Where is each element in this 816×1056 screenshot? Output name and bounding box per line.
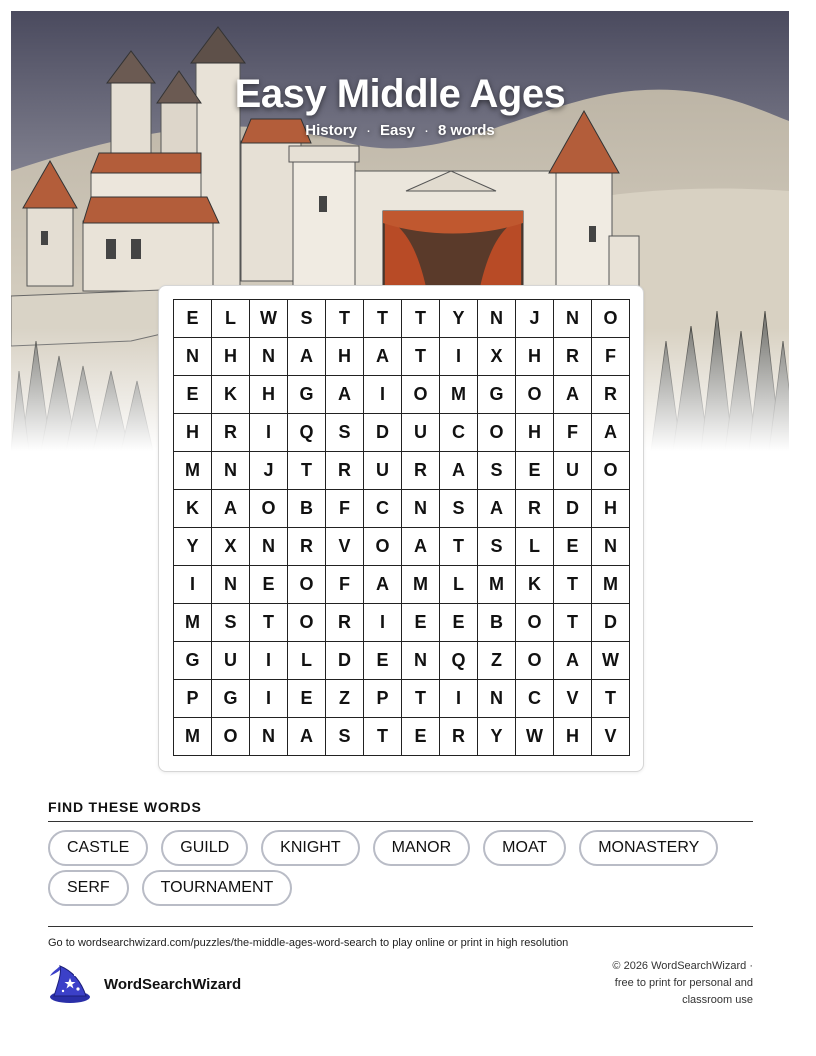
grid-cell[interactable]: C <box>364 490 402 528</box>
grid-cell[interactable]: G <box>174 642 212 680</box>
grid-cell[interactable]: N <box>478 300 516 338</box>
grid-cell[interactable]: T <box>402 338 440 376</box>
grid-cell[interactable]: F <box>592 338 630 376</box>
copyright-line: free to print for personal and <box>614 977 753 989</box>
grid-cell[interactable]: N <box>554 300 592 338</box>
grid-cell[interactable]: H <box>326 338 364 376</box>
word-pill: SERF <box>48 870 129 906</box>
grid-cell[interactable]: R <box>440 718 478 756</box>
grid-cell[interactable]: U <box>364 452 402 490</box>
grid-cell[interactable]: D <box>364 414 402 452</box>
grid-cell[interactable]: N <box>250 718 288 756</box>
wizard-hat-icon <box>48 964 92 1004</box>
grid-cell[interactable]: T <box>554 604 592 642</box>
grid-cell[interactable]: A <box>402 528 440 566</box>
grid-cell[interactable]: L <box>288 642 326 680</box>
grid-cell[interactable]: R <box>288 528 326 566</box>
grid-cell[interactable]: I <box>364 604 402 642</box>
page-title: Easy Middle Ages <box>234 72 566 116</box>
grid-cell[interactable]: R <box>326 604 364 642</box>
grid-cell[interactable]: I <box>174 566 212 604</box>
grid-cell[interactable]: M <box>478 566 516 604</box>
grid-cell[interactable]: S <box>478 528 516 566</box>
grid-cell[interactable]: H <box>516 338 554 376</box>
grid-cell[interactable]: A <box>364 338 402 376</box>
grid-cell[interactable]: T <box>364 718 402 756</box>
grid-cell[interactable]: D <box>554 490 592 528</box>
grid-cell[interactable]: S <box>440 490 478 528</box>
grid-cell[interactable]: N <box>592 528 630 566</box>
grid-cell[interactable]: T <box>326 300 364 338</box>
grid-cell[interactable]: M <box>402 566 440 604</box>
grid-cell[interactable]: N <box>402 490 440 528</box>
grid-cell[interactable]: R <box>212 414 250 452</box>
grid-cell[interactable]: Z <box>326 680 364 718</box>
grid-cell[interactable]: A <box>554 376 592 414</box>
grid-cell[interactable]: R <box>592 376 630 414</box>
word-pill: MOAT <box>483 830 566 866</box>
grid-cell[interactable]: A <box>212 490 250 528</box>
grid-cell[interactable]: H <box>554 718 592 756</box>
grid-cell[interactable]: G <box>212 680 250 718</box>
grid-cell[interactable]: N <box>212 566 250 604</box>
grid-cell[interactable]: L <box>440 566 478 604</box>
grid-cell[interactable]: Y <box>174 528 212 566</box>
grid-cell[interactable]: I <box>364 376 402 414</box>
grid-cell[interactable]: I <box>250 414 288 452</box>
grid-cell[interactable]: O <box>516 376 554 414</box>
grid-cell[interactable]: Q <box>440 642 478 680</box>
grid-cell[interactable]: O <box>478 414 516 452</box>
copyright-line: © 2026 WordSearchWizard · <box>612 960 753 972</box>
grid-cell[interactable]: U <box>402 414 440 452</box>
grid-cell[interactable]: K <box>174 490 212 528</box>
grid-cell[interactable]: X <box>212 528 250 566</box>
grid-cell[interactable]: V <box>592 718 630 756</box>
word-pill: MANOR <box>373 830 471 866</box>
grid-cell[interactable]: I <box>440 338 478 376</box>
grid-cell[interactable]: O <box>402 376 440 414</box>
grid-cell[interactable]: L <box>516 528 554 566</box>
grid-cell[interactable]: O <box>288 604 326 642</box>
grid-cell[interactable]: O <box>364 528 402 566</box>
grid-cell[interactable]: A <box>288 338 326 376</box>
grid-cell[interactable]: D <box>592 604 630 642</box>
grid-cell[interactable]: N <box>250 338 288 376</box>
divider <box>48 821 753 822</box>
grid-cell[interactable]: H <box>174 414 212 452</box>
grid-cell[interactable]: E <box>288 680 326 718</box>
grid-cell[interactable]: T <box>402 680 440 718</box>
grid-cell[interactable]: S <box>326 414 364 452</box>
grid-cell[interactable]: W <box>592 642 630 680</box>
grid-cell[interactable]: E <box>364 642 402 680</box>
grid-cell[interactable]: I <box>250 680 288 718</box>
puzzle-meta <box>0 122 800 139</box>
letter-grid <box>173 299 630 756</box>
grid-cell[interactable]: I <box>250 642 288 680</box>
word-pill: GUILD <box>161 830 248 866</box>
grid-cell[interactable]: R <box>516 490 554 528</box>
grid-cell[interactable]: S <box>288 300 326 338</box>
grid-cell[interactable]: R <box>554 338 592 376</box>
grid-cell[interactable]: X <box>478 338 516 376</box>
grid-cell[interactable]: Q <box>288 414 326 452</box>
grid-cell[interactable]: F <box>326 490 364 528</box>
grid-cell[interactable]: R <box>326 452 364 490</box>
difficulty-label: Easy <box>379 122 416 139</box>
grid-cell[interactable]: H <box>592 490 630 528</box>
grid-cell[interactable]: O <box>212 718 250 756</box>
grid-cell[interactable]: O <box>250 490 288 528</box>
grid-cell[interactable]: A <box>554 642 592 680</box>
grid-cell[interactable]: E <box>174 300 212 338</box>
grid-cell[interactable]: L <box>212 300 250 338</box>
grid-cell[interactable]: T <box>440 528 478 566</box>
grid-cell[interactable]: H <box>516 414 554 452</box>
brand-name: WordSearchWizard <box>104 975 242 993</box>
grid-cell[interactable]: A <box>326 376 364 414</box>
grid-cell[interactable]: K <box>212 376 250 414</box>
grid-cell[interactable]: A <box>478 490 516 528</box>
grid-cell[interactable]: M <box>174 604 212 642</box>
grid-cell[interactable]: O <box>516 604 554 642</box>
grid-cell[interactable]: H <box>250 376 288 414</box>
word-pill: TOURNAMENT <box>142 870 293 906</box>
grid-cell[interactable]: H <box>212 338 250 376</box>
grid-cell[interactable]: W <box>516 718 554 756</box>
grid-cell[interactable]: Y <box>440 300 478 338</box>
grid-cell[interactable]: T <box>402 300 440 338</box>
separator-dot: · <box>424 122 430 139</box>
copyright-notice <box>573 958 753 1009</box>
separator-dot: · <box>365 122 371 139</box>
grid-cell[interactable]: E <box>402 718 440 756</box>
word-list-heading: FIND THESE WORDS <box>48 799 202 815</box>
grid-cell[interactable]: E <box>250 566 288 604</box>
grid-cell[interactable]: V <box>326 528 364 566</box>
grid-cell[interactable]: E <box>554 528 592 566</box>
grid-cell[interactable]: G <box>478 376 516 414</box>
brand-logo[interactable] <box>48 964 241 1004</box>
grid-cell[interactable]: S <box>326 718 364 756</box>
word-pill: CASTLE <box>48 830 148 866</box>
grid-cell[interactable]: T <box>554 566 592 604</box>
grid-cell[interactable]: T <box>364 300 402 338</box>
grid-cell[interactable]: E <box>174 376 212 414</box>
grid-cell[interactable]: S <box>478 452 516 490</box>
divider <box>48 926 753 927</box>
grid-cell[interactable]: J <box>250 452 288 490</box>
grid-cell[interactable]: G <box>288 376 326 414</box>
grid-cell[interactable]: Y <box>478 718 516 756</box>
grid-cell[interactable]: N <box>212 452 250 490</box>
grid-cell[interactable]: O <box>516 642 554 680</box>
grid-cell[interactable]: M <box>174 452 212 490</box>
word-list <box>48 830 753 906</box>
grid-cell[interactable]: M <box>592 566 630 604</box>
copyright-line: classroom use <box>682 994 753 1006</box>
grid-cell[interactable]: D <box>326 642 364 680</box>
grid-cell[interactable]: T <box>592 680 630 718</box>
grid-cell[interactable]: N <box>174 338 212 376</box>
grid-cell[interactable]: P <box>174 680 212 718</box>
grid-cell[interactable]: P <box>364 680 402 718</box>
grid-cell[interactable]: O <box>288 566 326 604</box>
grid-cell[interactable]: Z <box>478 642 516 680</box>
grid-cell[interactable]: E <box>402 604 440 642</box>
grid-cell[interactable]: U <box>212 642 250 680</box>
grid-cell[interactable]: C <box>440 414 478 452</box>
grid-cell[interactable]: O <box>592 300 630 338</box>
grid-cell[interactable]: J <box>516 300 554 338</box>
grid-cell[interactable]: V <box>554 680 592 718</box>
grid-cell[interactable]: A <box>288 718 326 756</box>
grid-cell[interactable]: F <box>326 566 364 604</box>
grid-cell[interactable]: E <box>516 452 554 490</box>
grid-cell[interactable]: I <box>440 680 478 718</box>
grid-cell[interactable]: M <box>440 376 478 414</box>
grid-cell[interactable]: A <box>364 566 402 604</box>
puzzle-grid-card <box>158 285 644 772</box>
word-pill: MONASTERY <box>579 830 718 866</box>
category-label: History <box>305 122 357 139</box>
grid-cell[interactable]: F <box>554 414 592 452</box>
grid-cell[interactable]: C <box>516 680 554 718</box>
grid-cell[interactable]: B <box>478 604 516 642</box>
grid-cell[interactable]: O <box>592 452 630 490</box>
word-count-label: 8 words <box>438 122 495 139</box>
grid-cell[interactable]: S <box>212 604 250 642</box>
grid-cell[interactable]: U <box>554 452 592 490</box>
grid-cell[interactable]: M <box>174 718 212 756</box>
grid-cell[interactable]: R <box>402 452 440 490</box>
grid-cell[interactable]: B <box>288 490 326 528</box>
footer-url-text[interactable]: Go to wordsearchwizard.com/puzzles/the-middle-ages-word-search to play online or print in high resolution <box>48 937 569 949</box>
grid-cell[interactable]: K <box>516 566 554 604</box>
word-pill: KNIGHT <box>261 830 359 866</box>
grid-cell[interactable]: T <box>250 604 288 642</box>
grid-cell[interactable]: W <box>250 300 288 338</box>
grid-cell[interactable]: A <box>440 452 478 490</box>
grid-cell[interactable]: T <box>288 452 326 490</box>
grid-cell[interactable]: N <box>402 642 440 680</box>
grid-cell[interactable]: E <box>440 604 478 642</box>
grid-cell[interactable]: A <box>592 414 630 452</box>
grid-cell[interactable]: N <box>478 680 516 718</box>
grid-cell[interactable]: N <box>250 528 288 566</box>
